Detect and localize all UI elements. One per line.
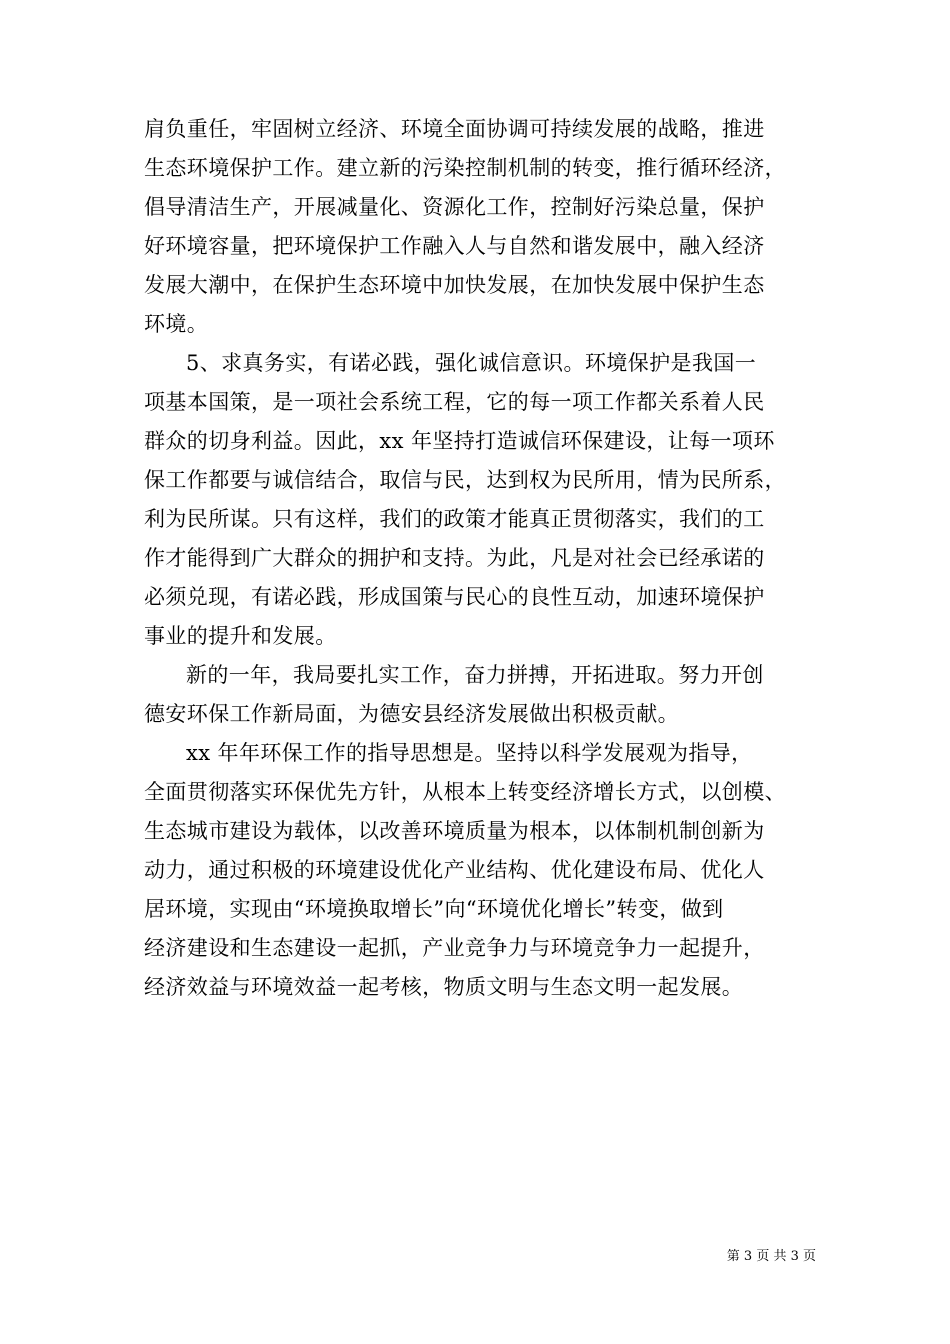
page-number: 第 3 页 共 3 页 [726,1249,816,1264]
text-line: 发展大潮中，在保护生态环境中加快发展，在加快发展中保护生态 [144,273,765,297]
text-line: 作才能得到广大群众的拥护和支持。为此，凡是对社会已经承诺的 [144,546,765,570]
text-line: 动力，通过积极的环境建设优化产业结构、优化建设布局、优化人 [144,858,765,882]
text-line: 德安环保工作新局面，为德安县经济发展做出积极贡献。 [144,702,679,726]
text-line: 事业的提升和发展。 [144,624,337,648]
document-body [144,110,816,1007]
text-line: 新的一年，我局要扎实工作，奋力拼搏，开拓进取。努力开创 [186,663,764,687]
text-line: 肩负重任，牢固树立经济、环境全面协调可持续发展的战略，推进 [144,117,765,141]
text-line: xx 年年环保工作的指导思想是。坚持以科学发展观为指导， [186,741,753,765]
text-line: 倡导清洁生产，开展减量化、资源化工作，控制好污染总量，保护 [144,195,765,219]
text-line: 必须兑现，有诺必践，形成国策与民心的良性互动，加速环境保护 [144,585,765,609]
text-line: 生态城市建设为载体，以改善环境质量为根本，以体制机制创新为 [144,819,765,843]
text-line: 生态环境保护工作。建立新的污染控制机制的转变，推行循环经济， [144,156,786,180]
text-line: 利为民所谋。只有这样，我们的政策才能真正贯彻落实，我们的工 [144,507,765,531]
text-line: 项基本国策，是一项社会系统工程，它的每一项工作都关系着人民 [144,390,765,414]
text-line: 经济建设和生态建设一起抓，产业竞争力与环境竞争力一起提升， [144,936,765,960]
text-line: 5、求真务实，有诺必践，强化诚信意识。环境保护是我国一 [186,351,757,375]
text-line: 居环境，实现由“环境换取增长”向“环境优化增长”转变，做到 [144,897,724,921]
text-line: 保工作都要与诚信结合，取信与民，达到权为民所用，情为民所系， [144,468,786,492]
text-line: 全面贯彻落实环保优先方针，从根本上转变经济增长方式，以创模、 [144,780,786,804]
text-line: 经济效益与环境效益一起考核，物质文明与生态文明一起发展。 [144,975,744,999]
text-line: 好环境容量，把环境保护工作融入人与自然和谐发展中，融入经济 [144,234,765,258]
text-line: 环境。 [144,312,209,336]
text-line: 群众的切身利益。因此，xx 年坚持打造诚信环保建设，让每一项环 [144,429,775,453]
